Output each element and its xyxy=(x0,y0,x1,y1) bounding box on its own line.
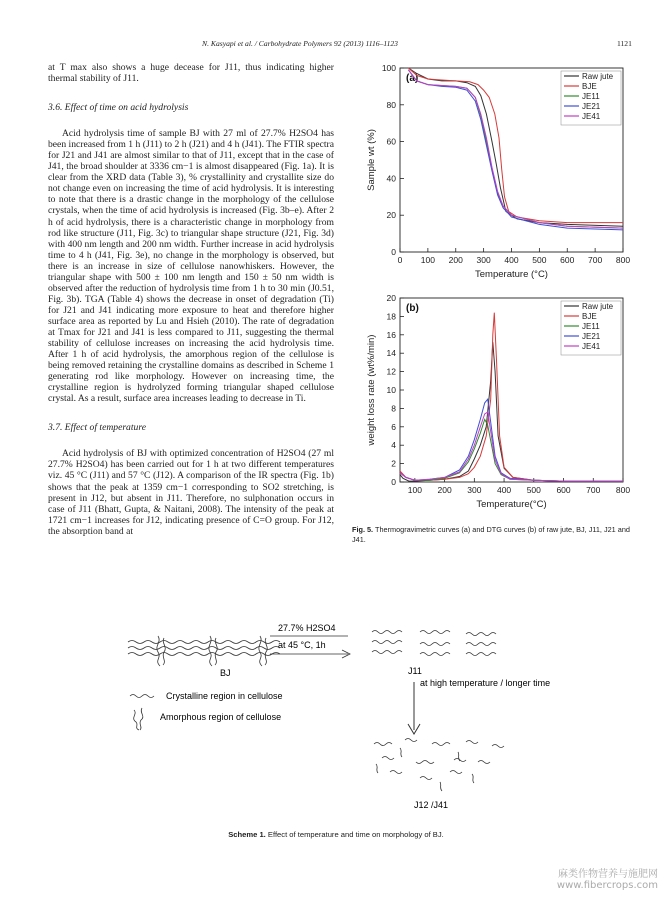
legend-crystalline xyxy=(130,695,154,698)
x-tick-label: 600 xyxy=(560,255,575,265)
page-number: 1121 xyxy=(617,39,632,48)
figure-caption xyxy=(352,525,637,544)
y-tick-label: 16 xyxy=(386,329,396,340)
x-tick-label: 400 xyxy=(504,255,519,265)
product-label: J12 /J41 xyxy=(414,800,449,810)
series-line-je41 xyxy=(400,412,623,481)
scheme-caption xyxy=(0,830,672,839)
y-tick-label: 18 xyxy=(386,311,396,322)
x-tick-label: 200 xyxy=(437,485,452,495)
y-tick-label: 40 xyxy=(386,173,396,184)
legend-label: BJE xyxy=(582,312,597,321)
left-column xyxy=(48,62,334,537)
y-tick-label: 60 xyxy=(386,136,396,147)
paragraph-3-7: Acid hydrolysis of BJ with optimized concentration of H2SO4 (27 ml 27.7% H2SO4) has been carried out for 1 h at two different temperatures viz. 45 °C (J11) and 57 °C (J12). A comparison of the IR spectra (Fig. 1b) shows that the peak at 1359 cm−1 corresponding to SO2 stretching, is present in J12, but absent in J11. Therefore, no sulphonation occurs in case of J11 (Bhatt, Gupta, & Naitani, 2008). The intensity of the peak at 1721 cm−1 increases for J12, indicating presence of C=O group. For J12, the absorption band at xyxy=(48,448,334,537)
x-tick-label: 100 xyxy=(407,485,422,495)
x-tick-label: 300 xyxy=(467,485,482,495)
x-tick-label: 700 xyxy=(586,485,601,495)
x-tick-label: 0 xyxy=(397,255,403,265)
y-tick-label: 20 xyxy=(386,210,396,221)
j11-label: J11 xyxy=(408,666,422,676)
x-tick-label: 500 xyxy=(532,255,547,265)
legend-amorphous xyxy=(134,708,143,730)
y-tick-label: 12 xyxy=(386,366,396,377)
y-tick-label: 14 xyxy=(386,348,396,359)
legend-label: JE21 xyxy=(582,332,601,341)
x-tick-label: 800 xyxy=(615,255,631,265)
y-tick-label: 20 xyxy=(386,293,396,303)
panel-label: (a) xyxy=(406,73,419,84)
y-tick-label: 80 xyxy=(386,99,396,110)
x-tick-label: 500 xyxy=(526,485,541,495)
y-axis-label: weight loss rate (wt%/min) xyxy=(366,334,377,446)
j11-crystals xyxy=(372,631,496,656)
paragraph-3-6: Acid hydrolysis time of sample BJ with 27 ml of 27.7% H2SO4 has been increased from 1 h (J11) to 2 h (J21) and 4 h (J41). The FTIR spectra for J21 and J41 are almost similar to that of J11, except that in the case of J41, the broad shoulder at 3336 cm−1 is almost disappeared (Fig. 1a). It is clear from the XRD data (Table 3), % crystallinity and crystallite size do not change even on increasing the time of acid hydrolysis. It is interesting to note that there is a drastic change in the morphology of the cellulose crystals, when the time of acid hydrolysis is increased (Fig. 3b–e). After 2 h of acid hydrolysis, there is a characteristic change in morphology from rod like structure (J11, Fig. 3c) to triangular shape structure (J21, Fig. 3d) with 400 nm length and 200 nm width. Further increase in acid hydrolysis time to 4 h (J41, Fig. 3e), no change in the morphology is observed, but there is an increase in size of cellulose nanowhiskers. However, the triangular shape with 500 ± 100 nm length and 150 ± 50 nm width is observed after the reduction of hydrolysis time from 1 h to 30 min (J0.51, Fig. 3b). TGA (Table 4) shows the decrease in onset of degradation (Ti) for J21 and J41 indicating more exposure to heat and therefore higher surface area as reported by Lu and Hsieh (2010). The rate of degradation at Tmax for J21 and J41 is less compared to J11, suggesting the thermal stability of cellulose increases on increasing the acid hydrolysis time. After 1 h of acid hydrolysis, the amorphous region of the cellulose is being removed retaining the crystalline domains as described in Scheme 1 generating rod like morphology. However on increasing time, the crystalline region is hydrolyzed forming triangular shaped cellulose crystal. As a result, surface area increases leading to decrease in Ti. xyxy=(48,128,334,405)
legend-label: Raw jute xyxy=(582,72,614,81)
scheme-caption-text: Effect of temperature and time on morphology of BJ. xyxy=(267,830,444,839)
legend-label: JE41 xyxy=(582,342,601,351)
legend-label: JE21 xyxy=(582,102,601,111)
y-tick-label: 10 xyxy=(386,385,396,395)
legend-amorphous-label: Amorphous region of cellulose xyxy=(160,712,282,722)
legend-label: JE41 xyxy=(582,112,601,121)
y-axis-label: Sample wt (%) xyxy=(366,129,377,191)
legend-label: Raw jute xyxy=(582,302,614,311)
legend-label: JE11 xyxy=(582,322,600,331)
legend-label: BJE xyxy=(582,82,597,91)
y-tick-label: 0 xyxy=(391,477,396,487)
figure-caption-text: Thermogravimetric curves (a) and DTG curves (b) of raw jute, BJ, J11, J21 and J41. xyxy=(352,525,630,544)
citation: N. Kasyapi et al. / Carbohydrate Polymers 92 (2013) 1116–1123 xyxy=(202,39,398,48)
x-tick-label: 200 xyxy=(448,255,463,265)
hydrolyzed-fragments xyxy=(374,739,504,792)
condition-label: at 45 °C, 1h xyxy=(278,640,326,650)
series-line-je11 xyxy=(400,419,623,481)
x-tick-label: 100 xyxy=(420,255,435,265)
x-tick-label: 700 xyxy=(588,255,603,265)
section-heading-3-7: 3.7. Effect of temperature xyxy=(48,422,146,434)
dtg-chart-b xyxy=(352,292,637,514)
y-tick-label: 6 xyxy=(391,421,396,432)
scheme-diagram xyxy=(120,612,560,827)
step2-label: at high temperature / longer time xyxy=(420,678,551,688)
intro-paragraph: at T max also shows a huge decease for J11, thus indicating higher thermal stability of J11. xyxy=(48,62,334,85)
bj-fiber xyxy=(128,636,280,666)
y-tick-label: 4 xyxy=(391,440,396,451)
panel-label: (b) xyxy=(406,303,419,314)
legend-crystalline-label: Crystalline region in cellulose xyxy=(166,691,283,701)
watermark-url: www.fibercrops.com xyxy=(556,880,658,891)
x-tick-label: 300 xyxy=(476,255,491,265)
reagent-label: 27.7% H2SO4 xyxy=(278,623,336,633)
scheme-caption-label: Scheme 1. xyxy=(228,830,266,839)
x-tick-label: 800 xyxy=(615,485,631,495)
x-tick-label: 600 xyxy=(556,485,571,495)
y-tick-label: 0 xyxy=(391,247,396,257)
series-line-raw-jute xyxy=(400,342,623,481)
y-tick-label: 2 xyxy=(391,458,396,469)
series-line-je21 xyxy=(400,399,623,481)
watermark-cn: 麻类作物营养与施肥网 xyxy=(558,869,658,880)
bj-label: BJ xyxy=(220,668,231,678)
x-tick-label: 400 xyxy=(496,485,512,495)
x-axis-label: Temperature(°C) xyxy=(476,499,547,510)
figure-label: Fig. 5. xyxy=(352,525,374,534)
y-tick-label: 8 xyxy=(391,403,396,414)
tga-chart-a xyxy=(352,62,637,282)
section-heading-3-6: 3.6. Effect of time on acid hydrolysis xyxy=(48,102,189,114)
y-tick-label: 100 xyxy=(381,63,396,73)
x-axis-label: Temperature (°C) xyxy=(475,269,548,280)
legend-label: JE11 xyxy=(582,92,600,101)
